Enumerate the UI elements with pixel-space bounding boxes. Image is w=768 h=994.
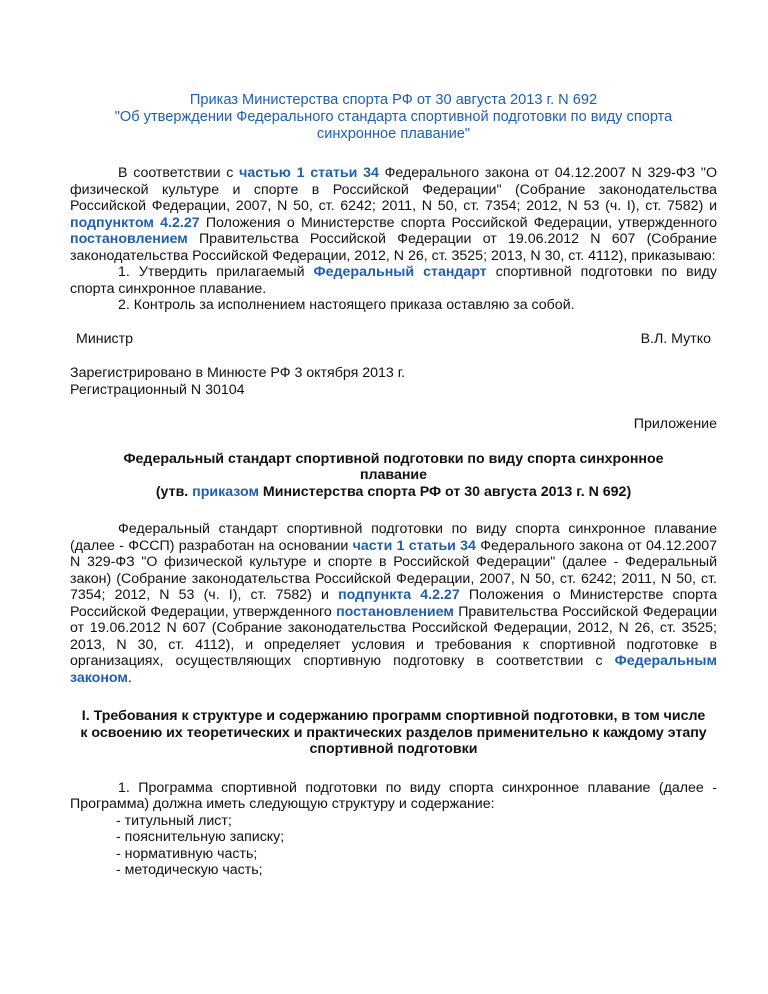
registration-line2: Регистрационный N 30104	[70, 381, 245, 398]
standard-title-line1: Федеральный стандарт спортивной подготовки по виду спорта синхронное плавание	[123, 450, 664, 483]
preamble-text: В соответствии с	[118, 165, 240, 181]
link-federal-law[interactable]: Федеральным законом	[70, 653, 717, 686]
standard-intro-paragraph	[70, 521, 717, 686]
link-subclause-4-2-27[interactable]: подпунктом 4.2.27	[70, 214, 200, 231]
signature-row	[70, 331, 717, 348]
list-item: - пояснительную записку;	[116, 829, 285, 845]
link-order[interactable]: приказом	[192, 483, 259, 500]
intro-text: Федеральный стандарт спортивной подготовки по виду спорта синхронное плавание (далее - ФССП) разработан на основании	[70, 521, 717, 554]
standard-title-text: Министерства спорта РФ от 30 августа 2013 г. N 692)	[258, 483, 632, 500]
intro-text: Правительства Российской Федерации от 19.06.2012 N 607 (Собрание законодательства Российской Федерации, 2012, N 26, ст. 3525; 2013, N 30, ст. 4112), и определяет условия и требования к спортивной подготовке в организациях, осуществляющих спортивную подготовку в соответствии с	[70, 603, 718, 669]
section-1-heading: I. Требования к структуре и содержанию программ спортивной подготовки, в том числе к освоению их теоретических и практических разделов применительно к каждому этапу спортивной подготовки	[80, 708, 707, 757]
section-1-list	[70, 813, 717, 879]
preamble-text: Федерального закона от 04.12.2007 N 329-ФЗ "О физической культуре и спорте в Российской Федерации" (Собрание законодательства Российской Федерации, 2007, N 50, ст. 6242; 2011, N 50, ст. 7354; 2012, N 53 (ч. I), ст. 7582) и	[70, 165, 718, 214]
link-part-1-article-34[interactable]: частью 1 статьи 34	[239, 165, 379, 181]
preamble-text: Правительства Российской Федерации от 19.06.2012 N 607 (Собрание законодательства Российской Федерации, 2012, N 26, ст. 3525; 2013, N 30, ст. 4112), приказываю:	[70, 231, 717, 264]
preamble-text: Положения о Министерстве спорта Российской Федерации, утвержденного	[199, 214, 717, 231]
list-item: - титульный лист;	[116, 812, 232, 829]
section-1-paragraph-1: 1. Программа спортивной подготовки по виду спорта синхронное плавание (далее - Программа) должна иметь следующую структуру и содержание:	[70, 779, 717, 812]
intro-text: Положения о Министерстве спорта Российской Федерации, утвержденного	[70, 587, 717, 620]
registration-line1: Зарегистрировано в Минюсте РФ 3 октября 2013 г.	[70, 365, 406, 381]
list-item: - нормативную часть;	[116, 845, 258, 862]
preamble-paragraph	[70, 165, 717, 264]
link-part-1-article-34[interactable]: части 1 статьи 34	[352, 537, 476, 554]
order-title-line2: "Об утверждении Федерального стандарта спортивной подготовки по виду спорта синхронное плавание"	[114, 109, 673, 142]
order-title-line1: Приказ Министерства спорта РФ от 30 августа 2013 г. N 692	[189, 92, 598, 108]
link-subclause-4-2-27[interactable]: подпункта 4.2.27	[338, 587, 460, 603]
list-item: - методическую часть;	[116, 862, 263, 878]
order-item-2: 2. Контроль за исполнением настоящего приказа оставляю за собой.	[118, 297, 575, 313]
signature-role: Министр	[76, 330, 133, 347]
link-federal-standard[interactable]: Федеральный стандарт	[313, 264, 487, 280]
link-resolution[interactable]: постановлением	[336, 603, 454, 620]
standard-title-line2	[88, 484, 699, 501]
intro-text: Федерального закона от 04.12.2007 N 329-ФЗ "О физической культуре и спорте в Российской Федерации" (далее - Федеральный закон) (Собрание законодательства Российской Федерации, 2007, N 50, ст. 6242; 2011, N 50, ст. 7354; 2012, N 53 (ч. I), ст. 7582) и	[70, 537, 717, 603]
appendix-label: Приложение	[633, 416, 717, 432]
item1-text: 1. Утвердить прилагаемый	[118, 264, 314, 280]
standard-title	[70, 451, 717, 501]
item1-text: спортивной подготовки по виду спорта синхронное плавание.	[70, 264, 717, 297]
order-title	[70, 92, 717, 143]
document-page	[70, 92, 717, 879]
registration-block	[70, 365, 717, 398]
standard-title-text: (утв.	[155, 483, 193, 500]
link-resolution[interactable]: постановлением	[70, 231, 188, 247]
order-item-1	[70, 264, 717, 297]
intro-text: .	[127, 669, 132, 686]
signature-name: В.Л. Мутко	[640, 330, 711, 347]
